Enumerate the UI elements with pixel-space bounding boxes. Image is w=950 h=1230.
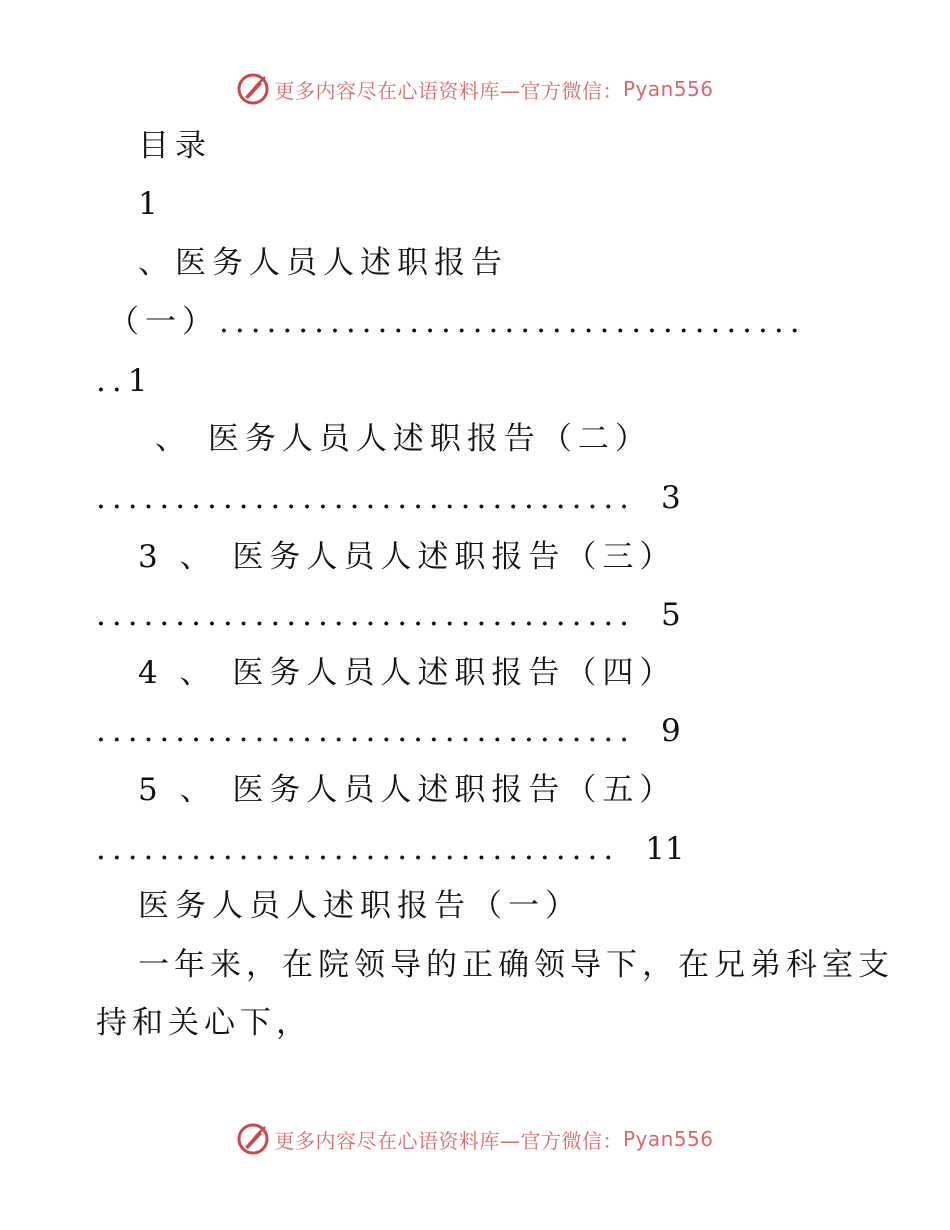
toc-entry-1-number: 1: [138, 186, 158, 222]
toc-entry-2-page: 3: [661, 480, 681, 516]
watermark-wechat-id: Pyan556: [622, 77, 714, 101]
toc-entry-1-leader: （一）.....................................: [108, 304, 806, 340]
watermark-text: 更多内容尽在心语资料库—官方微信：: [274, 78, 623, 103]
toc-entry-5-dots: .................................: [96, 831, 620, 867]
toc-entry-2-leader-row: [96, 478, 681, 518]
watermark-text: 更多内容尽在心语资料库—官方微信：: [274, 1128, 623, 1153]
toc-entry-4-page: 9: [661, 713, 681, 749]
toc-entry-4-dots: ..................................: [96, 713, 636, 749]
section-heading: 医务人员人述职报告（一）: [138, 888, 582, 924]
toc-entry-4-title: 4 、 医务人员人述职报告（四）: [138, 655, 677, 691]
paragraph-line-1: 一年来，在院领导的正确领导下，在兄弟科室支: [138, 947, 894, 983]
footer-watermark: [0, 1122, 950, 1156]
toc-entry-3-leader-row: [96, 595, 681, 635]
toc-entry-2-title: 、 医务人员人述职报告（二）: [155, 421, 652, 457]
toc-title: 目录: [138, 128, 212, 164]
toc-entry-1-page: ..1: [96, 363, 154, 399]
toc-entry-5-page: 11: [645, 831, 685, 867]
toc-entry-2-dots: ..................................: [96, 480, 636, 516]
toc-entry-5-title: 5 、 医务人员人述职报告（五）: [138, 772, 677, 808]
toc-entry-3-dots: ..................................: [96, 597, 636, 633]
toc-entry-1-title: 、医务人员人述职报告: [138, 245, 508, 281]
toc-entry-3-page: 5: [661, 597, 681, 633]
paragraph-line-2: 持和关心下，: [96, 1005, 312, 1041]
header-watermark: [0, 72, 950, 106]
toc-entry-3-title: 3 、 医务人员人述职报告（三）: [138, 539, 677, 575]
toc-entry-4-leader-row: [96, 711, 681, 751]
toc-entry-5-leader-row: [96, 829, 685, 869]
watermark-wechat-id: Pyan556: [622, 1127, 714, 1151]
pen-logo-icon: [236, 1122, 270, 1156]
pen-logo-icon: [236, 72, 270, 106]
